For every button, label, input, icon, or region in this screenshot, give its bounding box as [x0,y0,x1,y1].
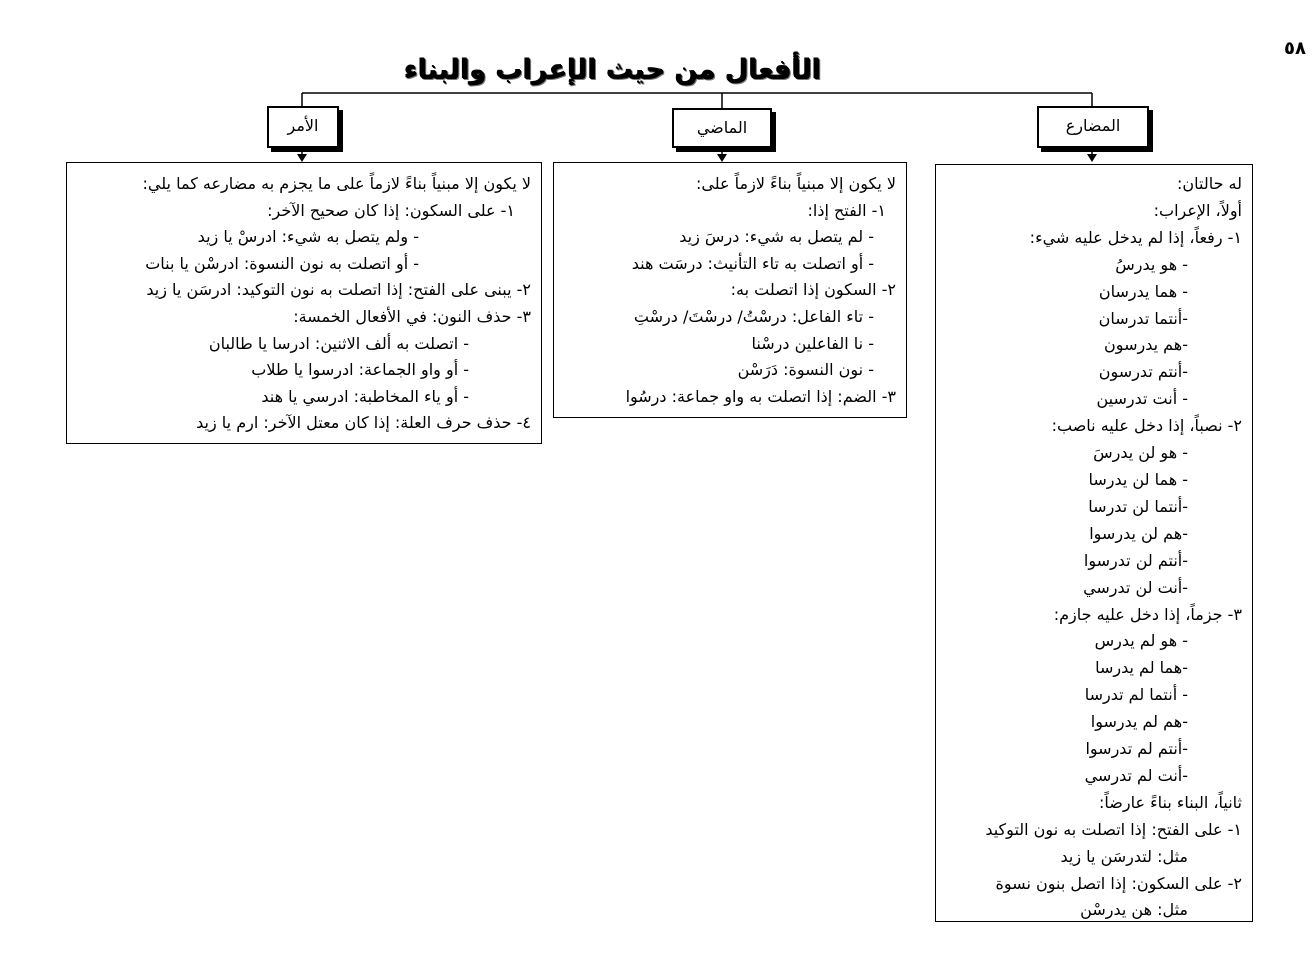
madi-line: لا يكون إلا مبنياً بناءً لازماً على: [696,174,896,193]
mudari-line: ٢- على السكون: إذا اتصل بنون نسوة [995,873,1242,893]
mudari-line: -أنت لن تدرسي [1083,577,1188,597]
amr-line: - ولم يتصل به شيء: ادرسْ يا زيد [197,227,419,247]
amr-line: - أو ياء المخاطبة: ادرسي يا هند [261,386,469,406]
mudari-line: - هما لن يدرسا [1088,469,1188,489]
arrow-amr-icon [297,154,307,162]
mudari-line: - أنتما لم تدرسا [1084,685,1188,705]
mudari-line: - هما يدرسان [1098,281,1188,301]
mudari-line: -هم لن يدرسوا [1089,523,1188,543]
mudari-line: ٢- نصباً، إذا دخل عليه ناصب: [1051,416,1242,436]
amr-line: لا يكون إلا مبنياً بناءً لازماً على ما يجزم به مضارعه كما يلي: [142,174,531,193]
mudari-line: -هم لم يدرسوا [1090,712,1188,732]
madi-line: ٣- الضم: إذا اتصلت به واو جماعة: درسُوا [625,386,896,406]
mudari-line: ١- رفعاً، إذا لم يدخل عليه شيء: [1029,227,1242,247]
madi-line: - نا الفاعلين درسْنا [751,333,874,353]
mudari-line: - هو لن يدرسَ [1093,443,1188,463]
amr-line: ٣- حذف النون: في الأفعال الخمسة: [293,306,531,326]
amr-line: - أو واو الجماعة: ادرسوا يا طلاب [251,360,469,380]
mudari-content-box [935,164,1253,922]
mudari-line: ثانياً، البناء بناءً عارضاً: [1099,792,1242,812]
amr-content-box [66,162,542,444]
mudari-line: -أنتم لم تدرسوا [1085,739,1188,759]
mudari-line: مثل: لتدرسَن يا زيد [1060,846,1188,866]
amr-line: ٢- يبنى على الفتح: إذا اتصلت به نون التوكيد: ادرسَن يا زيد [146,280,531,300]
arrow-madi-icon [717,154,727,162]
madi-line: - نون النسوة: دَرَسْن [737,360,874,380]
mudari-line: ١- على الفتح: إذا اتصلت به نون التوكيد [985,819,1242,839]
mudari-line: - هو يدرسُ [1115,254,1188,274]
amr-line: - اتصلت به ألف الاثنين: ادرسا يا طالبان [208,333,469,353]
mudari-line: -أنتما تدرسان [1098,308,1188,328]
mudari-label-box [1037,106,1149,148]
mudari-line: -هما لم يدرسا [1095,658,1188,678]
amr-line: - أو اتصلت به نون النسوة: ادرسْن يا بنات [145,253,419,273]
madi-label: الماضي [696,118,748,137]
amr-label: الأمر [287,116,319,135]
amr-line: ٤- حذف حرف العلة: إذا كان معتل الآخر: ارم يا زيد [196,413,531,433]
mudari-line: -أنتم لن تدرسوا [1083,550,1188,570]
madi-line: - أو اتصلت به تاء التأنيث: درسَت هند [631,253,874,273]
mudari-line: له حالتان: [1176,174,1242,193]
mudari-line: مثل: هن يدرسْن [1080,900,1188,920]
mudari-line: -أنتما لن تدرسا [1088,496,1188,516]
amr-line: ١- على السكون: إذا كان صحيح الآخر: [267,200,515,220]
mudari-line: -أنت لم تدرسي [1084,765,1188,785]
mudari-line: - هو لم يدرس [1094,631,1188,651]
madi-line: ٢- السكون إذا اتصلت به: [730,280,896,300]
madi-label-box [672,108,772,148]
madi-line: - تاء الفاعل: درسْتُ/ درسْتَ/ درسْتِ [633,306,874,326]
madi-content-box [553,162,907,418]
mudari-line: - أنت تدرسين [1096,389,1188,409]
madi-line: ١- الفتح إذا: [807,200,886,220]
amr-label-box [267,106,339,148]
mudari-line: -أنتم تدرسون [1098,362,1188,382]
madi-line: - لم يتصل به شيء: درسَ زيد [679,227,874,247]
diagram-title: الأفعال من حيث الإعراب والبناء [403,54,821,85]
mudari-line: ٣- جزماً، إذا دخل عليه جازم: [1053,604,1242,624]
mudari-label: المضارع [1065,116,1121,135]
page-number: ٥٨ [1284,38,1306,59]
arrow-mudari-icon [1087,154,1097,162]
mudari-line: -هم يدرسون [1104,335,1188,355]
mudari-line: أولاً، الإعراب: [1153,200,1242,220]
